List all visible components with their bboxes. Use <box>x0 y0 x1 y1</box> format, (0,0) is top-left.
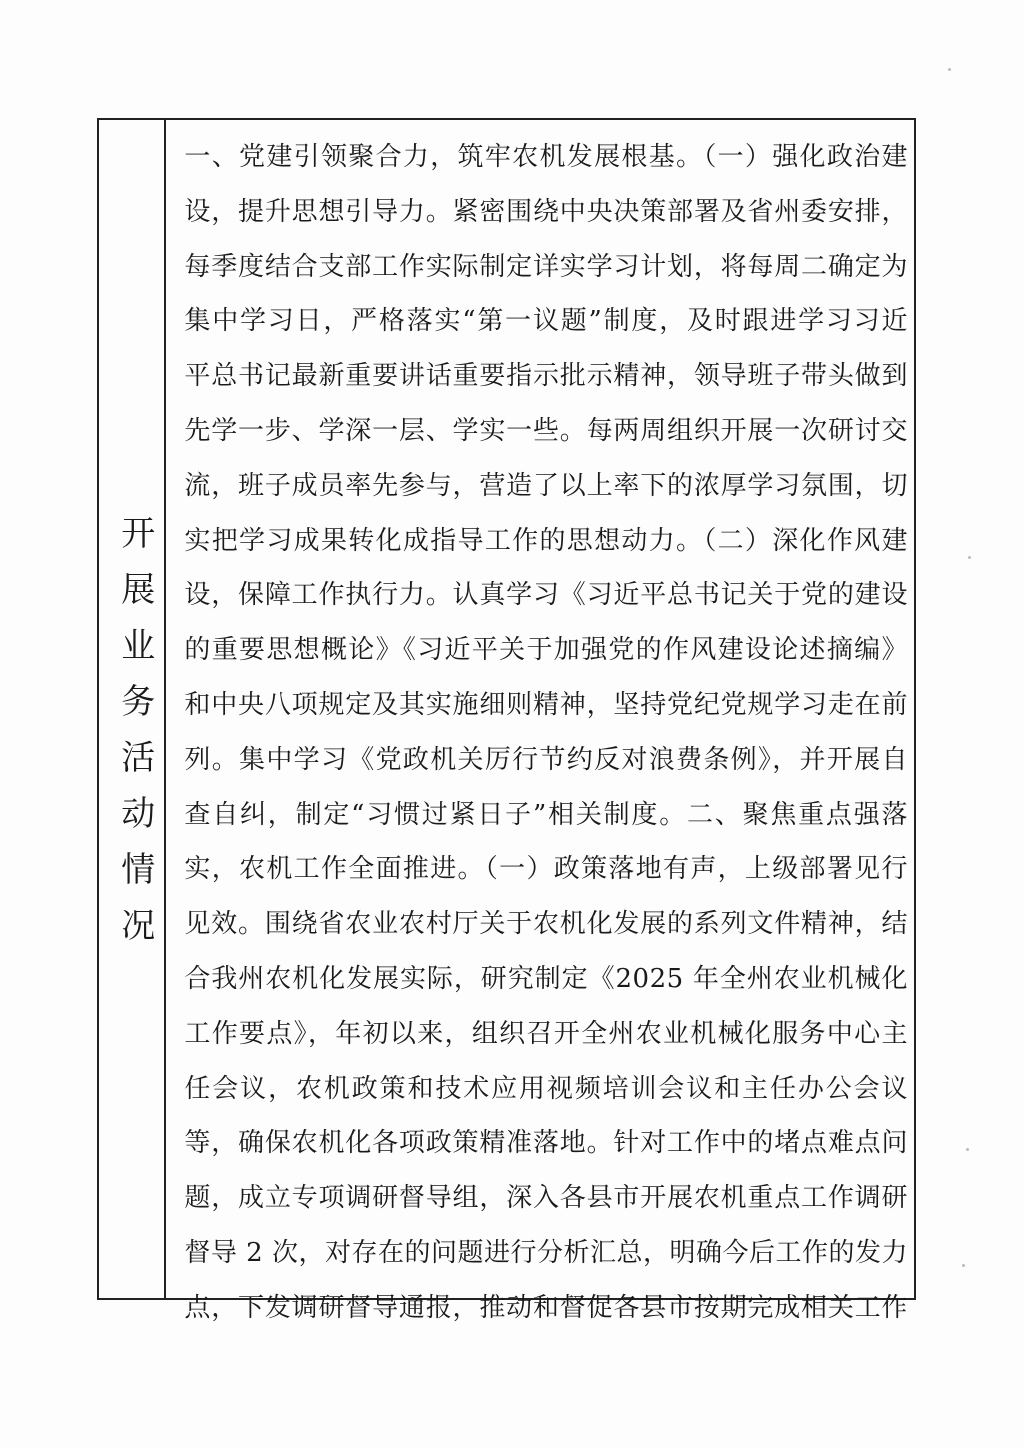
content-line: 列。集中学习《党政机关厉行节约反对浪费条例》，并开展自 <box>184 744 908 775</box>
scan-speck <box>948 68 951 71</box>
section-label: 开展业务活动情况 <box>114 515 155 963</box>
content-line: 工作要点》，年初以来，组织召开全州农业机械化服务中心主 <box>184 1018 908 1049</box>
scan-speck <box>966 1148 969 1151</box>
content-line: 设，提升思想引导力。紧密围绕中央决策部署及省州委安排， <box>184 196 908 227</box>
content-line: 等，确保农机化各项政策精准落地。针对工作中的堵点难点问 <box>184 1128 908 1159</box>
content-line: 题，成立专项调研督导组，深入各县市开展农机重点工作调研 <box>184 1183 908 1214</box>
content-line: 任会议，农机政策和技术应用视频培训会议和主任办公会议 <box>184 1073 908 1104</box>
content-line: 流，班子成员率先参与，营造了以上率下的浓厚学习氛围，切 <box>184 470 908 501</box>
content-line: 见效。围绕省农业农村厅关于农机化发展的系列文件精神，结 <box>184 909 908 940</box>
content-line: 点，下发调研督导通报，推动和督促各县市按期完成相关工作 <box>184 1292 908 1323</box>
content-line: 每季度结合支部工作实际制定详实学习计划，将每周二确定为 <box>184 251 908 282</box>
content-line: 集中学习日，严格落实“第一议题”制度，及时跟进学习习近 <box>184 306 908 337</box>
content-line: 平总书记最新重要讲话重要指示批示精神，领导班子带头做到 <box>184 361 908 392</box>
label-cell <box>99 120 166 1298</box>
content-line: 先学一步、学深一层、学实一些。每两周组织开展一次研讨交 <box>184 415 908 446</box>
content-line: 实，农机工作全面推进。（一）政策落地有声，上级部署见行 <box>184 854 908 885</box>
content-line: 设，保障工作执行力。认真学习《习近平总书记关于党的建设 <box>184 580 908 611</box>
content-line: 和中央八项规定及其实施细则精神，坚持党纪党规学习走在前 <box>184 689 908 720</box>
content-line: 的重要思想概论》《习近平关于加强党的作风建设论述摘编》 <box>184 635 908 666</box>
content-cell <box>166 120 914 1323</box>
scan-speck <box>962 1264 965 1267</box>
report-table <box>97 118 916 1323</box>
content-line: 合我州农机化发展实际，研究制定《2025 年全州农业机械化 <box>184 963 908 994</box>
content-line: 查自纠，制定“习惯过紧日子”相关制度。二、聚焦重点强落 <box>184 799 908 830</box>
content-line: 实把学习成果转化成指导工作的思想动力。（二）深化作风建 <box>184 525 908 556</box>
content-line: 一、党建引领聚合力，筑牢农机发展根基。（一）强化政治建 <box>184 142 908 172</box>
scan-speck <box>968 556 971 559</box>
content-line: 督导 2 次，对存在的问题进行分析汇总，明确今后工作的发力 <box>184 1237 908 1268</box>
